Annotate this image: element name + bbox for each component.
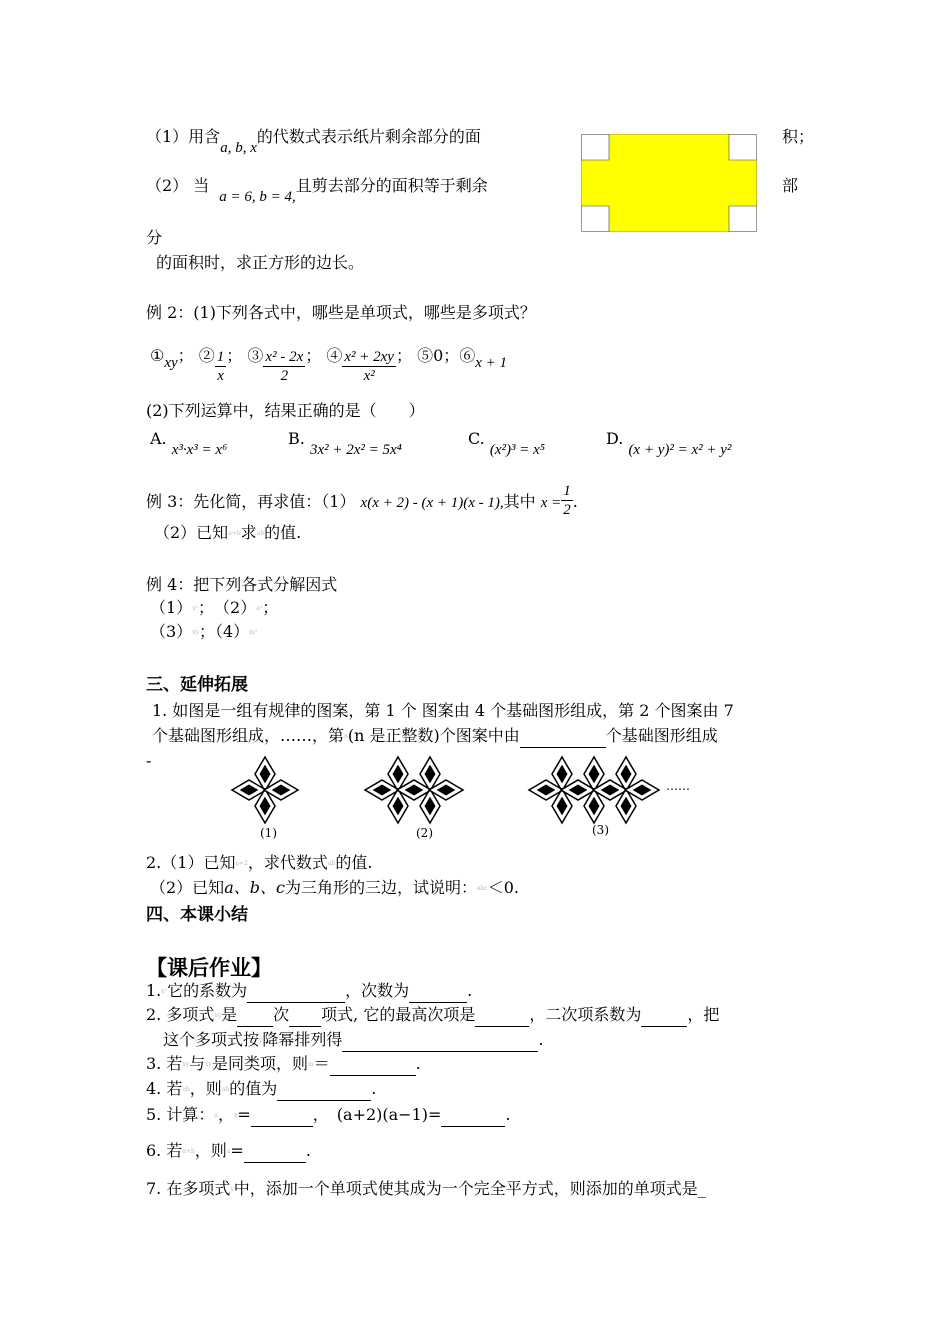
ex4-row2: （3）xy；（4）m² bbox=[150, 622, 258, 641]
q2-wrap: 分 bbox=[146, 228, 163, 247]
hw-4: 4. 若ab，则ab的值为 . bbox=[146, 1078, 376, 1101]
figure-label: (1) bbox=[260, 826, 277, 840]
paper-figure bbox=[581, 134, 757, 232]
sec3-p1-line1: 1. 如图是一组有规律的图案，第 1 个 图案由 4 个基础图形组成，第 2 个图案由 7 bbox=[152, 701, 734, 720]
hw-3: 3. 若xy与xy是同类项，则m＝ . bbox=[146, 1053, 421, 1076]
ex3-line1: 例 3：先化简，再求值：（1） x(x + 2) - (x + 1)(x - 1),其中 x = $\frac{1}{2}$ . bbox=[146, 483, 578, 518]
hw-6: 6. 若a+b，则a= . bbox=[146, 1140, 311, 1163]
hw-2-cont: 这个多项式按y降幂排列得 . bbox=[163, 1029, 544, 1052]
section4-heading: 四、本课小结 bbox=[146, 905, 248, 925]
ex2-title: 例 2：(1)下列各式中，哪些是单项式，哪些是多项式？ bbox=[146, 303, 536, 322]
q1-line-end: 积； bbox=[782, 127, 815, 146]
ex4-row1: （1）x²； （2）a³； bbox=[150, 598, 279, 617]
homework-heading: 【课后作业】 bbox=[146, 955, 272, 980]
hw-5: 5. 计算：a，x= ， (a+2)(a−1)= . bbox=[146, 1104, 511, 1127]
formula-placeholder: ab bbox=[256, 529, 265, 537]
sec3-p2-line2: （2）已知a、b、c为三角形的三边，试说明：abc＜0. bbox=[150, 878, 520, 897]
ex2-opt-a: A. x³·x³ = x⁶ bbox=[150, 429, 228, 458]
ex2-opt-c: C. (x²)³ = x⁵ bbox=[468, 429, 545, 458]
figure-ellipsis: …… bbox=[666, 779, 690, 793]
sec3-p2-line1: 2.（1）已知a=2，求代数式ab的值. bbox=[146, 853, 373, 872]
q2-line: （2） 当a = 6, b = 4,且剪去部分的面积等于剩余 bbox=[146, 176, 488, 205]
ex3-line2: （2）已知a+b求ab的值. bbox=[154, 523, 302, 542]
formula-placeholder: a+b bbox=[228, 529, 241, 537]
q1-line: （1）用含a, b, x的代数式表示纸片剩余部分的面 bbox=[146, 127, 481, 156]
hw-2: 2. 多项式xy是 次 项式, 它的最高次项是 ，二次项系数为 ，把 bbox=[146, 1004, 719, 1027]
ex2-part2: (2)下列运算中，结果正确的是（ ） bbox=[146, 401, 425, 420]
hw-1: 1.x²它的系数为 ，次数为 . bbox=[146, 980, 472, 1003]
figure-label: (2) bbox=[416, 826, 433, 840]
section3-heading: 三、延伸拓展 bbox=[146, 675, 248, 695]
hw-7: 7. 在多项式x中，添加一个单项式使其成为一个完全平方式，则添加的单项式是_ bbox=[146, 1179, 706, 1198]
ex2-items: ①xy； ② $\frac{1}{x}$ ； ③ $\frac{\text{x² - 2x}}{2}$ ； ④ $\frac{\text{x² + 2xy}}{\text{x²}}$ ； ⑤0；⑥x + 1 bbox=[150, 346, 508, 384]
ex4-title: 例 4：把下列各式分解因式 bbox=[146, 575, 338, 594]
ex2-opt-d: D. (x + y)² = x² + y² bbox=[606, 429, 732, 458]
sec3-dash: - bbox=[146, 751, 152, 770]
figure-label: (3) bbox=[592, 823, 609, 837]
q2-last: 的面积时，求正方形的边长。 bbox=[156, 253, 365, 272]
q2-line-end: 部 bbox=[782, 176, 799, 195]
ex2-opt-b: B. 3x² + 2x² = 5x⁴ bbox=[288, 429, 402, 458]
pattern-figures bbox=[220, 750, 720, 845]
sec3-p1-line2: 个基础图形组成，……，第n(n 是正整数)个图案中由 个基础图形组成 bbox=[152, 725, 718, 748]
